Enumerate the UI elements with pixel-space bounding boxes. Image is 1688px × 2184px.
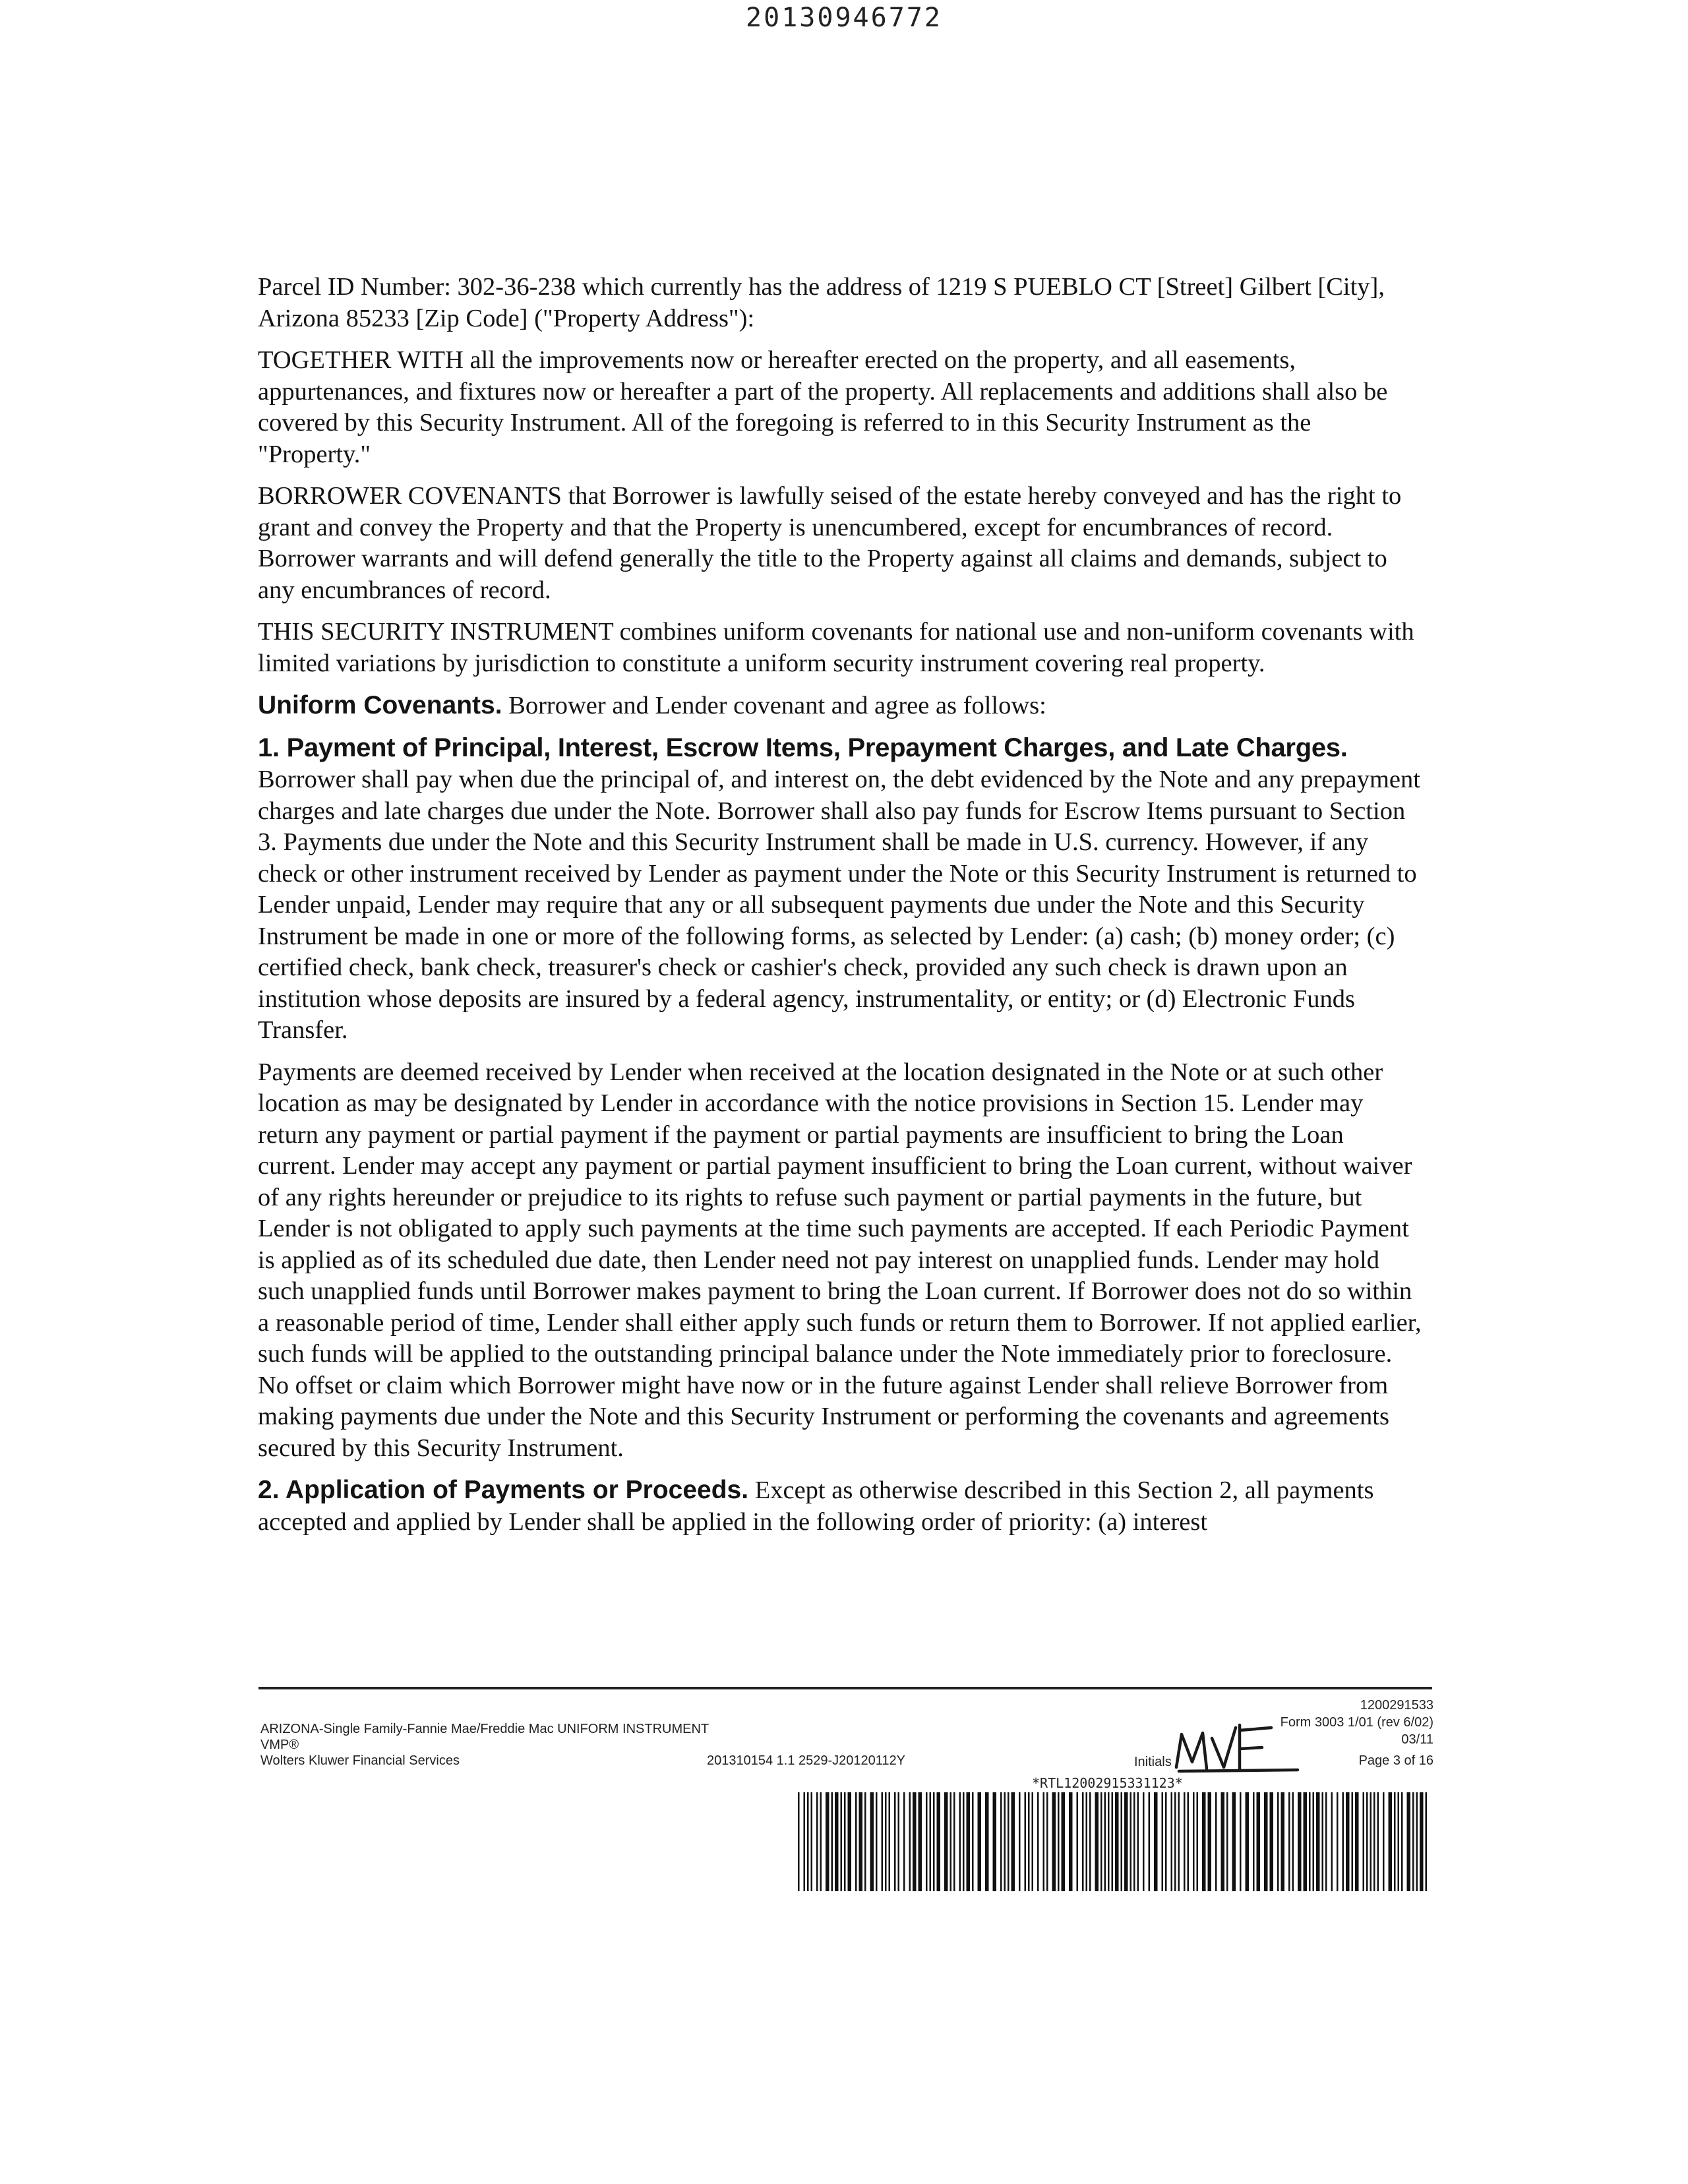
barcode-bar — [933, 1792, 935, 1891]
barcode-bar — [1412, 1792, 1414, 1891]
barcode-bar — [1363, 1792, 1365, 1891]
barcode-bar — [1226, 1792, 1228, 1891]
barcode-bar — [1082, 1792, 1084, 1891]
payments-received-paragraph: Payments are deemed received by Lender when received at the location designated in the Note or at such other location as may be designated by Lender in accordance with the notice provisions in Section 15. Lender may return any payment or partial payment if the payment or partial payments are insufficient to bring the Loan current. Lender may accept any payment or partial payment insufficient to bring the Loan current, without waiver of any rights hereunder or prejudice to its rights to refuse such payment or partial payments in the future, but Lender is not obligated to apply such payments at the time such payments are accepted. If each Periodic Payment is applied as of its scheduled due date, then Lender need not pay interest on unapplied funds. Lender may hold such unapplied funds until Borrower makes payment to bring the Loan current. If Borrower does not do so within a reasonable period of time, Lender shall either apply such funds or return them to Borrower. If not applied earlier, such funds will be applied to the outstanding principal balance under the Note immediately prior to foreclosure. No offset or claim which Borrower might have now or in the future against Lender shall relieve Borrower from making payments due under the Note and this Security Instrument or performing the covenants and agreements secured by this Security Instrument. — [258, 1058, 1422, 1462]
barcode-bar — [967, 1792, 971, 1891]
section-1-heading: 1. Payment of Principal, Interest, Escrow Items, Prepayment Charges, and Late Charges. — [258, 733, 1348, 762]
section-1-text: Borrower shall pay when due the principal of, and interest on, the debt evidenced by the Note and any prepayment charges and late charges due under the Note. Borrower shall also pay funds for Escrow Items pursuant to Section 3. Payments due under the Note and this Security Instrument shall be made in U.S. currency. However, if any check or other instrument received by Lender as payment under the Note or this Security Instrument is returned to Lender unpaid, Lender may require that any or all subsequent payments due under the Note and this Security Instrument be made in one or more of the following forms, as selected by Lender: (a) cash; (b) money order; (c) certified check, bank check, treasurer's check or cashier's check, provided any such check is drawn upon an institution whose deposits are insured by a federal agency, instrumentality, or entity; or (d) Electronic Funds Transfer. — [258, 766, 1420, 1044]
barcode-bar — [1100, 1792, 1102, 1891]
barcode-bar — [1337, 1792, 1339, 1891]
form-number: Form 3003 1/01 (rev 6/02) — [1280, 1715, 1433, 1730]
security-instrument-paragraph: THIS SECURITY INSTRUMENT combines uniform covenants for national use and non-uniform covenants with limited variations by jurisdiction to constitute a uniform security instrument covering real property. — [258, 618, 1414, 677]
barcode-bar — [1202, 1792, 1206, 1891]
barcode-bar — [835, 1792, 839, 1891]
barcode-bar — [1377, 1792, 1379, 1891]
barcode-bar — [1401, 1792, 1403, 1891]
uniform-covenants-paragraph — [258, 690, 1425, 722]
barcode-bar — [1025, 1792, 1027, 1891]
barcode-bar — [959, 1792, 961, 1891]
barcode-bar — [1257, 1792, 1261, 1891]
section-2-paragraph — [258, 1474, 1425, 1538]
barcode-bar — [807, 1792, 809, 1891]
barcode-bar — [985, 1792, 989, 1891]
barcode-bar — [1304, 1792, 1308, 1891]
barcode-bar — [804, 1792, 806, 1891]
barcode-bar — [1043, 1792, 1045, 1891]
borrower-covenants-paragraph: BORROWER COVENANTS that Borrower is lawfully seised of the estate hereby conveyed and has the right to grant and convey the Property and that the Property is unencumbered, except for encumbrances of record. Borrower warrants and will defend generally the title to the Property against all claims and demands, subject to any encumbrances of record. — [258, 482, 1402, 604]
barcode-bar — [1232, 1792, 1236, 1891]
barcode-bar — [1426, 1792, 1428, 1891]
barcode-bar — [831, 1792, 833, 1891]
barcode-bar — [859, 1792, 863, 1891]
barcode-bar — [1008, 1792, 1010, 1891]
vmp-label: VMP® — [260, 1738, 299, 1752]
section-2-text: Except as otherwise described in this Section 2, all payments accepted and applied by Lender shall be applied in the following order of priority: (a) interest — [258, 1476, 1374, 1536]
barcode-bar — [1197, 1792, 1199, 1891]
barcode-bar — [1416, 1792, 1418, 1891]
barcode-bar — [1325, 1792, 1327, 1891]
footer-divider — [258, 1687, 1432, 1689]
barcode-bar — [1154, 1792, 1158, 1891]
document-body — [258, 272, 1425, 1548]
barcode-bar — [1032, 1792, 1034, 1891]
barcode-bar — [1270, 1792, 1274, 1891]
barcode-bar — [870, 1792, 874, 1891]
barcode-bar — [1121, 1792, 1123, 1891]
barcode-bar — [894, 1792, 896, 1891]
barcode-bar — [1253, 1792, 1255, 1891]
barcode-bar — [1352, 1792, 1354, 1891]
barcode-bar — [1184, 1792, 1186, 1891]
barcode-bar — [841, 1792, 843, 1891]
barcode-bar — [1174, 1792, 1176, 1891]
barcode-bar — [1316, 1792, 1320, 1891]
barcode-bar — [844, 1792, 846, 1891]
barcode-bar — [1171, 1792, 1173, 1891]
barcode-bar — [1019, 1792, 1021, 1891]
barcode-bar — [885, 1792, 887, 1891]
barcode-bar — [1342, 1792, 1344, 1891]
barcode-bar — [930, 1792, 932, 1891]
barcode-bar — [978, 1792, 982, 1891]
barcode-bar — [913, 1792, 917, 1891]
barcode-bar — [820, 1792, 822, 1891]
barcode-bar — [1137, 1792, 1139, 1891]
section-1-paragraph — [258, 733, 1425, 1046]
barcode-bar — [1162, 1792, 1164, 1891]
barcode-bar — [919, 1792, 922, 1891]
barcode-bar — [855, 1792, 857, 1891]
barcode-bar — [1143, 1792, 1145, 1891]
barcode-bar — [1346, 1792, 1350, 1891]
barcode-bar — [1215, 1792, 1217, 1891]
barcode-bar — [944, 1792, 948, 1891]
barcode-bar — [1355, 1792, 1359, 1891]
barcode-caption: *RTL12002915331123* — [1032, 1775, 1183, 1791]
barcode-bar — [1124, 1792, 1128, 1891]
barcode-bar — [1086, 1792, 1088, 1891]
barcode-bar — [889, 1792, 891, 1891]
barcode-bar — [953, 1792, 955, 1891]
barcode-bar — [1104, 1792, 1106, 1891]
barcode-bar — [1004, 1792, 1006, 1891]
barcode-bar — [1221, 1792, 1225, 1891]
barcode-bar — [1208, 1792, 1212, 1891]
barcode-bar — [1112, 1792, 1114, 1891]
barcode-bar — [1389, 1792, 1393, 1891]
uniform-covenants-text: Borrower and Lender covenant and agree as follows: — [502, 692, 1046, 719]
recording-number: 20130946772 — [746, 3, 942, 33]
barcode-bar — [1077, 1792, 1079, 1891]
barcode-bar — [1115, 1792, 1119, 1891]
barcode-bar — [1178, 1792, 1180, 1891]
barcode-bar — [1394, 1792, 1396, 1891]
barcode-bar — [1028, 1792, 1030, 1891]
barcode-bar — [898, 1792, 900, 1891]
barcode-bar — [848, 1792, 852, 1891]
barcode-bar — [1165, 1792, 1167, 1891]
barcode-bar — [1366, 1792, 1368, 1891]
barcode-bar — [950, 1792, 952, 1891]
barcode-bar — [1240, 1792, 1242, 1891]
initials-signature — [1166, 1708, 1324, 1780]
uniform-covenants-heading: Uniform Covenants. — [258, 691, 502, 719]
barcode-bar — [1292, 1792, 1294, 1891]
barcode-bar — [876, 1792, 878, 1891]
page-number: Page 3 of 16 — [1358, 1753, 1433, 1768]
barcode-bar — [1331, 1792, 1333, 1891]
barcode-bar — [1298, 1792, 1302, 1891]
barcode-bar — [1058, 1792, 1060, 1891]
form-title: ARIZONA-Single Family-Fannie Mae/Freddie Mac UNIFORM INSTRUMENT — [260, 1722, 709, 1736]
barcode-bar — [798, 1792, 800, 1891]
barcode-bar — [1246, 1792, 1250, 1891]
barcode-bar — [1370, 1792, 1372, 1891]
section-2-heading: 2. Application of Payments or Proceeds. — [258, 1476, 749, 1504]
barcode-bar — [1037, 1792, 1039, 1891]
barcode-bar — [1069, 1792, 1073, 1891]
barcode-bar — [1133, 1792, 1135, 1891]
barcode-bar — [1373, 1792, 1375, 1891]
barcode-bar — [1309, 1792, 1311, 1891]
barcode-bar — [1000, 1792, 1002, 1891]
barcode-bar — [1149, 1792, 1151, 1891]
batch-code: 201310154 1.1 2529-J20120112Y — [707, 1753, 906, 1768]
barcode-bar — [972, 1792, 974, 1891]
loan-number: 1200291533 — [1360, 1698, 1433, 1713]
barcode-bar — [1383, 1792, 1385, 1891]
barcode-bar — [993, 1792, 997, 1891]
barcode-bar — [1398, 1792, 1400, 1891]
together-with-paragraph: TOGETHER WITH all the improvements now or hereafter erected on the property, and all easements, appurtenances, and fixtures now or hereafter a part of the property. All replacements and additions shall also be covered by this Security Instrument. All of the foregoing is referred to in this Security Instrument as the "Property." — [258, 346, 1388, 468]
barcode-bar — [816, 1792, 818, 1891]
barcode-bar — [909, 1792, 911, 1891]
barcode-bar — [1089, 1792, 1091, 1891]
barcode — [798, 1792, 1431, 1891]
barcode-bar — [1264, 1792, 1268, 1891]
barcode-bar — [903, 1792, 905, 1891]
barcode-bar — [1193, 1792, 1195, 1891]
barcode-bar — [1095, 1792, 1099, 1891]
barcode-bar — [926, 1792, 928, 1891]
barcode-bar — [1281, 1792, 1285, 1891]
barcode-bar — [1322, 1792, 1324, 1891]
form-date: 03/11 — [1401, 1732, 1433, 1747]
barcode-bar — [1420, 1792, 1424, 1891]
barcode-bar — [1313, 1792, 1315, 1891]
barcode-bar — [1277, 1792, 1279, 1891]
barcode-bar — [1011, 1792, 1015, 1891]
barcode-bar — [1046, 1792, 1048, 1891]
barcode-bar — [864, 1792, 866, 1891]
barcode-bar — [1130, 1792, 1132, 1891]
barcode-bar — [882, 1792, 884, 1891]
barcode-bar — [937, 1792, 941, 1891]
initials-label: Initials — [1134, 1755, 1172, 1769]
barcode-bar — [963, 1792, 965, 1891]
barcode-bar — [1108, 1792, 1110, 1891]
barcode-bar — [1188, 1792, 1190, 1891]
barcode-bar — [1407, 1792, 1411, 1891]
publisher-name: Wolters Kluwer Financial Services — [260, 1753, 460, 1768]
barcode-bar — [811, 1792, 813, 1891]
parcel-paragraph: Parcel ID Number: 302-36-238 which currently has the address of 1219 S PUEBLO CT [Street] Gilbert [City], Arizona 85233 [Zip Code] ("Property Address"): — [258, 273, 1385, 332]
barcode-bar — [1062, 1792, 1066, 1891]
barcode-bar — [1052, 1792, 1056, 1891]
barcode-bar — [826, 1792, 829, 1891]
barcode-bar — [1288, 1792, 1290, 1891]
